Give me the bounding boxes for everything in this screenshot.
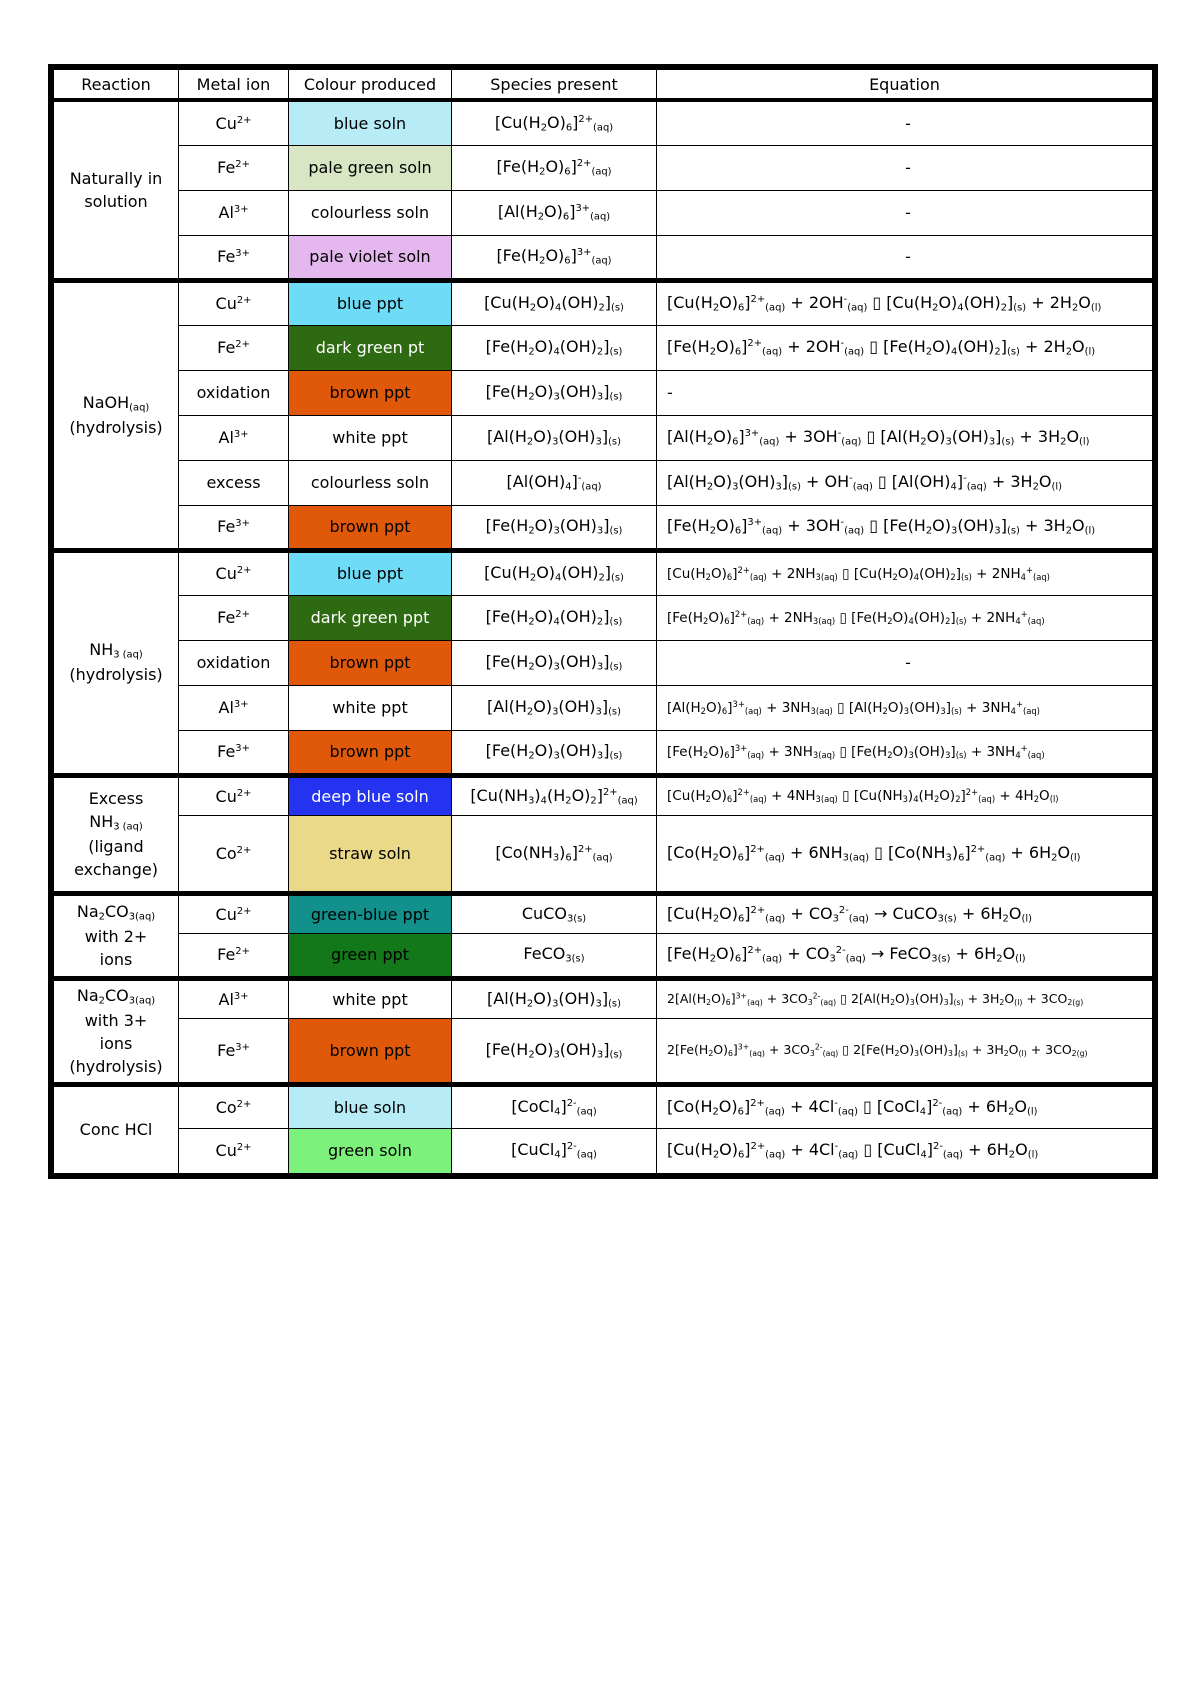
species-cell: $[Cu(H_2O)_4(OH)_2]_{(s)}$ (452, 280, 657, 325)
species-cell: $[Fe(H_2O)_3(OH)_3]_{(s)}$ (452, 505, 657, 550)
reaction-label: $NH_{3 (aq)}$ (hydrolysis) (54, 550, 179, 775)
group-naoh (54, 280, 1153, 550)
group-nh3 (54, 550, 1153, 775)
colour-cell: pale violet soln (289, 235, 452, 280)
group-excess-nh3 (54, 775, 1153, 893)
equation-cell: - (657, 640, 1153, 685)
table-row (54, 145, 1153, 190)
species-cell: $[Fe(H_2O)_3(OH)_3]_{(s)}$ (452, 1018, 657, 1084)
table-row (54, 235, 1153, 280)
species-cell: $[Cu(H_2O)_4(OH)_2]_{(s)}$ (452, 550, 657, 595)
metal-ion: $Co^{2+}$ (179, 815, 289, 893)
table-row (54, 100, 1153, 145)
table-row (54, 415, 1153, 460)
equation-cell: $[Fe(H_2O)_6]^{3+}_{(aq)} + 3OH^-_{(aq)}$ ▯ $[Fe(H_2O)_3(OH)_3]_{(s)} + 3H_2O_{(l)}$ (657, 505, 1153, 550)
species-cell: $[Al(H_2O)_3(OH)_3]_{(s)}$ (452, 685, 657, 730)
reaction-label: $Na_2CO_{3(aq)}$ with 2+ ions (54, 893, 179, 978)
equation-cell: $[Cu(H_2O)_6]^{2+}_{(aq)} + 2OH^-_{(aq)}$ ▯ $[Cu(H_2O)_4(OH)_2]_{(s)} + 2H_2O_{(l)}$ (657, 280, 1153, 325)
colour-cell: blue ppt (289, 550, 452, 595)
equation-cell: - (657, 370, 1153, 415)
table-row (54, 685, 1153, 730)
metal-ion: $Cu^{2+}$ (179, 893, 289, 933)
metal-ion: $Cu^{2+}$ (179, 1128, 289, 1173)
colour-cell: white ppt (289, 685, 452, 730)
species-cell: FeCO$_{3(s)}$ (452, 933, 657, 978)
species-cell: $[Co(NH_3)_6]^{2+}_{(aq)}$ (452, 815, 657, 893)
colour-cell: green ppt (289, 933, 452, 978)
metal-ion: oxidation (179, 640, 289, 685)
colour-cell: blue ppt (289, 280, 452, 325)
species-cell: $[Fe(H_2O)_3(OH)_3]_{(s)}$ (452, 640, 657, 685)
colour-cell: brown ppt (289, 505, 452, 550)
equation-cell: $[Al(H_2O)_6]^{3+}_{(aq)} + 3OH^-_{(aq)}$ ▯ $[Al(H_2O)_3(OH)_3]_{(s)} + 3H_2O_{(l)}$ (657, 415, 1153, 460)
colour-cell: brown ppt (289, 1018, 452, 1084)
table-row (54, 595, 1153, 640)
equation-cell: $[Cu(H_2O)_6]^{2+}_{(aq)} + 2NH_{3(aq)}$ ▯ $[Cu(H_2O)_4(OH)_2]_{(s)} + 2NH_4^+_{(aq)}$ (657, 550, 1153, 595)
metal-ion: $Cu^{2+}$ (179, 775, 289, 815)
table-row (54, 815, 1153, 893)
metal-ion: $Al^{3+}$ (179, 685, 289, 730)
colour-cell: straw soln (289, 815, 452, 893)
table-row (54, 893, 1153, 933)
colour-cell: brown ppt (289, 370, 452, 415)
metal-ion: $Al^{3+}$ (179, 415, 289, 460)
table-row (54, 640, 1153, 685)
metal-ion: $Fe^{2+}$ (179, 145, 289, 190)
equation-cell: $[Co(H_2O)_6]^{2+}_{(aq)} + 4Cl^-_{(aq)}$ ▯ [CoCl$_4$]$^{2-}_{(aq)}$ + $6H_2O_{(l)}$ (657, 1084, 1153, 1128)
header-row (54, 70, 1153, 101)
equation-cell: $[Cu(H_2O)_6]^{2+}_{(aq)} + 4Cl^-_{(aq)}$ ▯ [CuCl$_4$]$^{2-}_{(aq)}$ + $6H_2O_{(l)}$ (657, 1128, 1153, 1173)
equation-cell: - (657, 145, 1153, 190)
equation-cell: - (657, 235, 1153, 280)
species-cell: [CuCl$_4$]$^{2-}_{(aq)}$ (452, 1128, 657, 1173)
colour-cell: colourless soln (289, 460, 452, 505)
group-na2co3-3plus (54, 978, 1153, 1084)
metal-ion: $Fe^{2+}$ (179, 595, 289, 640)
header-metal-ion: Metal ion (179, 70, 289, 101)
metal-ion: $Fe^{2+}$ (179, 325, 289, 370)
header-equation: Equation (657, 70, 1153, 101)
table-row (54, 1128, 1153, 1173)
equation-cell: $[Cu(H_2O)_6]^{2+}_{(aq)} + CO_3^{2-}_{(aq)}$ → CuCO$_{3(s)}$ + $6H_2O_{(l)}$ (657, 893, 1153, 933)
metal-ion: $Fe^{3+}$ (179, 1018, 289, 1084)
colour-cell: white ppt (289, 415, 452, 460)
colour-cell: dark green ppt (289, 595, 452, 640)
colour-cell: blue soln (289, 1084, 452, 1128)
species-cell: $[Al(H_2O)_3(OH)_3]_{(s)}$ (452, 978, 657, 1018)
equation-cell: $2[Al(H_2O)_6]^{3+}_{(aq)} + 3CO_3^{2-}_{(aq)}$ ▯ $2[Al(H_2O)_3(OH)_3]_{(s)} + 3H_2O_{(l)} + 3CO_{2(g)}$ (657, 978, 1153, 1018)
table-row (54, 775, 1153, 815)
table-row (54, 730, 1153, 775)
metal-ion: $Fe^{2+}$ (179, 933, 289, 978)
header-colour: Colour produced (289, 70, 452, 101)
colour-cell: pale green soln (289, 145, 452, 190)
metal-ion: $Fe^{3+}$ (179, 730, 289, 775)
table-row (54, 550, 1153, 595)
equation-cell: - (657, 100, 1153, 145)
table-row (54, 1018, 1153, 1084)
metal-ion: $Co^{2+}$ (179, 1084, 289, 1128)
table-row (54, 190, 1153, 235)
equation-cell: $[Fe(H_2O)_6]^{2+}_{(aq)} + 2NH_{3(aq)}$ ▯ $[Fe(H_2O)_4(OH)_2]_{(s)} + 2NH_4^+_{(aq)}$ (657, 595, 1153, 640)
species-cell: $[Al(H_2O)_6]^{3+}_{(aq)}$ (452, 190, 657, 235)
reaction-label: Excess $NH_{3 (aq)}$ (ligand exchange) (54, 775, 179, 893)
species-cell: CuCO$_{3(s)}$ (452, 893, 657, 933)
table-row (54, 370, 1153, 415)
header-species: Species present (452, 70, 657, 101)
group-natural (54, 100, 1153, 280)
equation-cell: - (657, 190, 1153, 235)
colour-cell: colourless soln (289, 190, 452, 235)
colour-cell: white ppt (289, 978, 452, 1018)
table-row (54, 505, 1153, 550)
metal-ion: $Al^{3+}$ (179, 190, 289, 235)
metal-ion: $Cu^{2+}$ (179, 550, 289, 595)
colour-cell: blue soln (289, 100, 452, 145)
colour-cell: green soln (289, 1128, 452, 1173)
reaction-label: Naturally in solution (54, 100, 179, 280)
metal-ion: $Fe^{3+}$ (179, 505, 289, 550)
table-row (54, 325, 1153, 370)
species-cell: $[Al(H_2O)_3(OH)_3]_{(s)}$ (452, 415, 657, 460)
table-row (54, 280, 1153, 325)
table-row (54, 460, 1153, 505)
equation-cell: $[Cu(H_2O)_6]^{2+}_{(aq)} + 4NH_{3(aq)}$ ▯ $[Cu(NH_3)_4(H_2O)_2]^{2+}_{(aq)} + 4H_2O_{(l)}$ (657, 775, 1153, 815)
reaction-label: Conc HCl (54, 1084, 179, 1173)
table-row (54, 1084, 1153, 1128)
colour-cell: green-blue ppt (289, 893, 452, 933)
species-cell: $[Fe(H_2O)_3(OH)_3]_{(s)}$ (452, 730, 657, 775)
table-row (54, 933, 1153, 978)
equation-cell: $[Al(H_2O)_3(OH)_3]_{(s)} + OH^-_{(aq)}$ ▯ $[Al(OH)_4]^-_{(aq)} + 3H_2O_{(l)}$ (657, 460, 1153, 505)
equation-cell: $[Al(H_2O)_6]^{3+}_{(aq)} + 3NH_{3(aq)}$ ▯ $[Al(H_2O)_3(OH)_3]_{(s)} + 3NH_4^+_{(aq)}$ (657, 685, 1153, 730)
colour-cell: brown ppt (289, 730, 452, 775)
colour-cell: deep blue soln (289, 775, 452, 815)
species-cell: $[Fe(H_2O)_3(OH)_3]_{(s)}$ (452, 370, 657, 415)
metal-ion: $Cu^{2+}$ (179, 100, 289, 145)
species-cell: $[Al(OH)_4]^-_{(aq)}$ (452, 460, 657, 505)
species-cell: $[Fe(H_2O)_4(OH)_2]_{(s)}$ (452, 595, 657, 640)
reactions-table-frame (48, 64, 1158, 1179)
species-cell: $[Fe(H_2O)_6]^{3+}_{(aq)}$ (452, 235, 657, 280)
species-cell: $[Fe(H_2O)_4(OH)_2]_{(s)}$ (452, 325, 657, 370)
species-cell: [CoCl$_4$]$^{2-}_{(aq)}$ (452, 1084, 657, 1128)
equation-cell: $2[Fe(H_2O)_6]^{3+}_{(aq)} + 3CO_3^{2-}_{(aq)}$ ▯ $2[Fe(H_2O)_3(OH)_3]_{(s)} + 3H_2O_{(l)} + 3CO_{2(g)}$ (657, 1018, 1153, 1084)
equation-cell: $[Fe(H_2O)_6]^{3+}_{(aq)} + 3NH_{3(aq)}$ ▯ $[Fe(H_2O)_3(OH)_3]_{(s)} + 3NH_4^+_{(aq)}$ (657, 730, 1153, 775)
group-na2co3-2plus (54, 893, 1153, 978)
species-cell: $[Fe(H_2O)_6]^{2+}_{(aq)}$ (452, 145, 657, 190)
metal-ion: oxidation (179, 370, 289, 415)
species-cell: $[Cu(H_2O)_6]^{2+}_{(aq)}$ (452, 100, 657, 145)
group-conc-hcl (54, 1084, 1153, 1173)
reactions-table (53, 69, 1153, 1174)
equation-cell: $[Co(H_2O)_6]^{2+}_{(aq)} + 6NH_{3(aq)}$ ▯ $[Co(NH_3)_6]^{2+}_{(aq)} + 6H_2O_{(l)}$ (657, 815, 1153, 893)
table-row (54, 978, 1153, 1018)
metal-ion: excess (179, 460, 289, 505)
reaction-label: NaOH$_{(aq)}$ (hydrolysis) (54, 280, 179, 550)
metal-ion: $Al^{3+}$ (179, 978, 289, 1018)
metal-ion: $Fe^{3+}$ (179, 235, 289, 280)
colour-cell: dark green pt (289, 325, 452, 370)
species-cell: $[Cu(NH_3)_4(H_2O)_2]^{2+}_{(aq)}$ (452, 775, 657, 815)
equation-cell: $[Fe(H_2O)_6]^{2+}_{(aq)} + CO_3^{2-}_{(aq)}$ → FeCO$_{3(s)}$ + $6H_2O_{(l)}$ (657, 933, 1153, 978)
colour-cell: brown ppt (289, 640, 452, 685)
header-reaction: Reaction (54, 70, 179, 101)
reaction-label: $Na_2CO_{3(aq)}$ with 3+ ions (hydrolysis) (54, 978, 179, 1084)
equation-cell: $[Fe(H_2O)_6]^{2+}_{(aq)} + 2OH^-_{(aq)}$ ▯ $[Fe(H_2O)_4(OH)_2]_{(s)} + 2H_2O_{(l)}$ (657, 325, 1153, 370)
metal-ion: $Cu^{2+}$ (179, 280, 289, 325)
